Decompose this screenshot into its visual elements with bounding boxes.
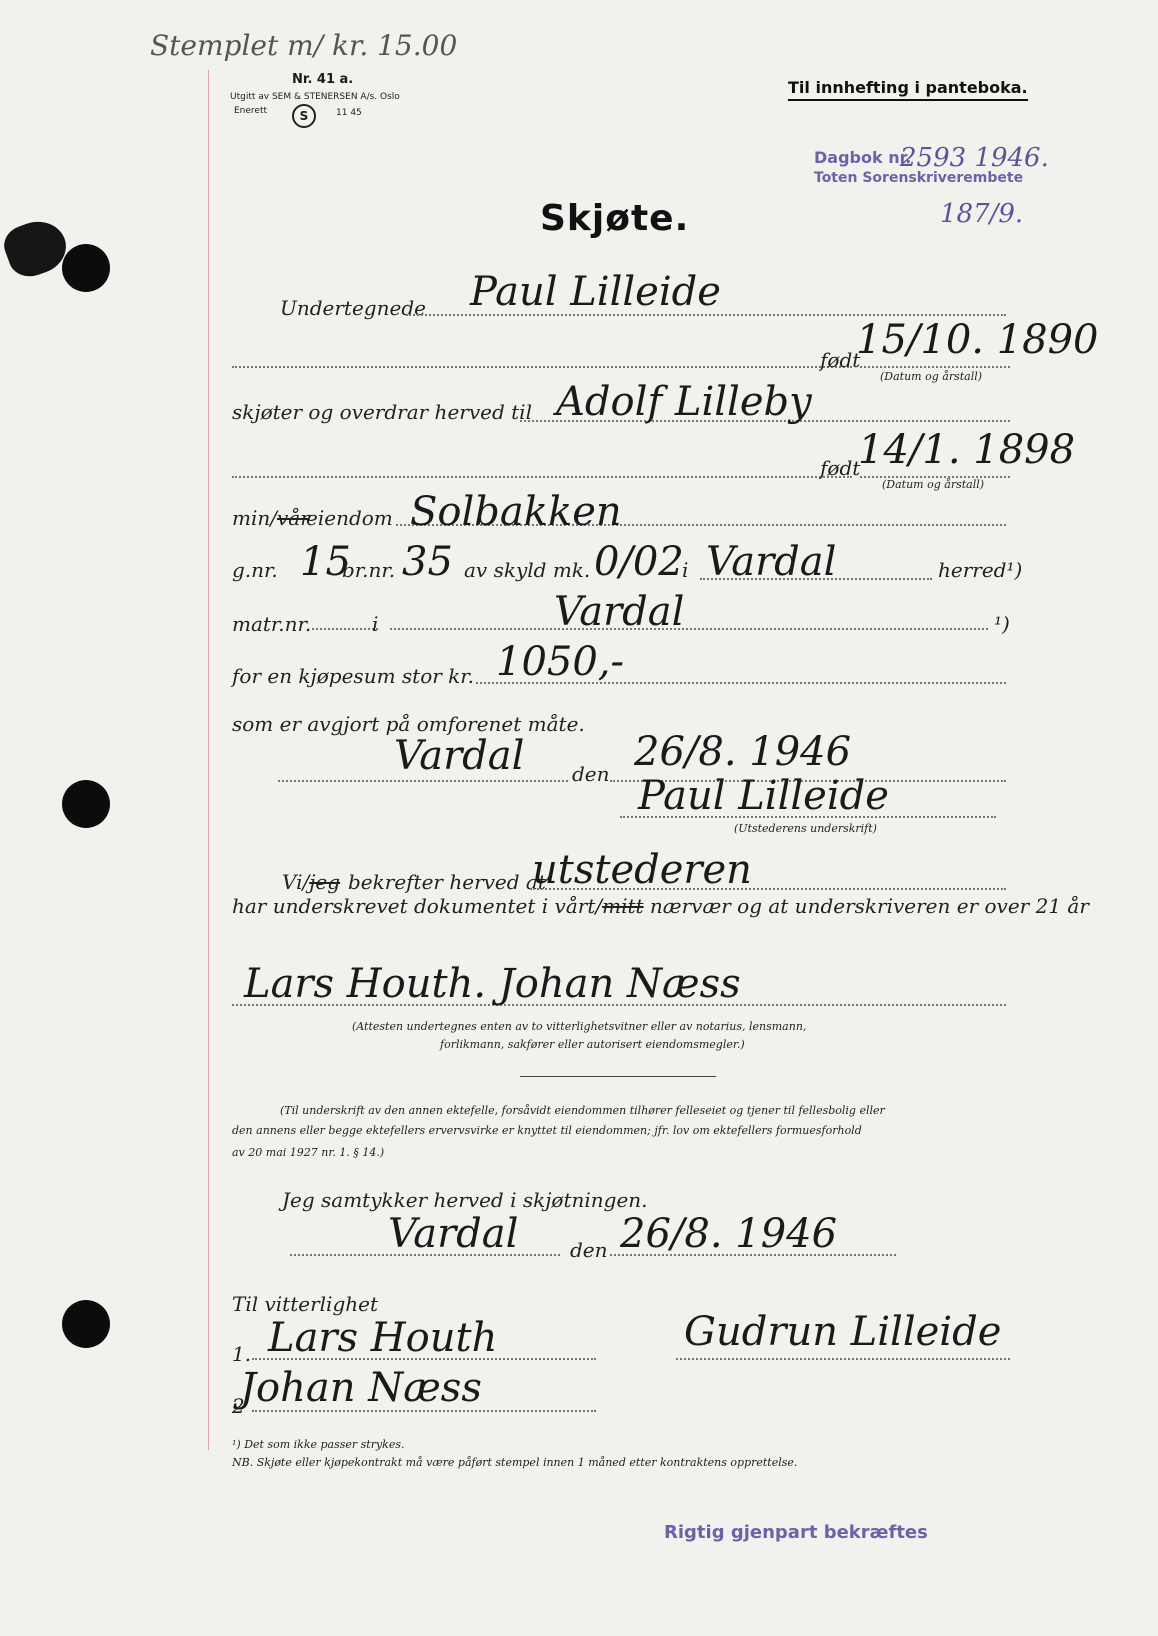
publisher-line: Utgitt av SEM & STENERSEN A/s. Oslo xyxy=(230,92,400,102)
punch-hole xyxy=(62,244,110,292)
fodt1-label: født xyxy=(820,348,861,372)
herred-line xyxy=(700,578,932,580)
herred-label: herred¹) xyxy=(938,558,1023,582)
diary-stamp-line1: Dagbok nr. xyxy=(814,148,912,167)
publisher-seal-icon: S xyxy=(292,104,316,128)
skjoter-value: Adolf Lilleby xyxy=(556,379,812,425)
matr-line xyxy=(312,628,378,630)
spouse-date-value: 26/8. 1946 xyxy=(620,1211,838,1257)
matr-place-line xyxy=(390,628,988,630)
header-note: Til innhefting i panteboka. xyxy=(788,78,1028,101)
matr-i-label: i xyxy=(372,612,379,636)
fodt2-value: 14/1. 1898 xyxy=(858,427,1076,473)
spouse-note-3: av 20 mai 1927 nr. 1. § 14.) xyxy=(232,1146,385,1159)
gnr-label: g.nr. xyxy=(232,558,278,582)
spouse-place-value: Vardal xyxy=(388,1211,519,1257)
skjoter-label: skjøter og overdrar herved til xyxy=(232,400,532,424)
date-value: 26/8. 1946 xyxy=(634,729,852,775)
attest-line2: har underskrevet dokumentet i vårt/mitt nærvær og at underskriveren er over 21 år xyxy=(232,894,1089,918)
punch-hole xyxy=(62,1300,110,1348)
fodt2-hint: (Datum og årstall) xyxy=(882,478,985,491)
brnr-label: br.nr. xyxy=(342,558,396,582)
bekrefter-label: bekrefter herved at xyxy=(348,870,546,894)
vitterlighet-label: Til vitterlighet xyxy=(232,1292,379,1316)
gnr-value: 15 xyxy=(300,539,351,585)
place-value: Vardal xyxy=(394,733,525,779)
diary-page: 187/9. xyxy=(940,199,1024,229)
fodt2-label: født xyxy=(820,456,861,480)
spouse-den-label: den xyxy=(570,1238,608,1262)
undertegnede-label: Undertegnede xyxy=(280,296,426,320)
bekrefter-value: utstederen xyxy=(532,847,752,893)
attest-witnesses: Lars Houth. Johan Næss xyxy=(244,961,741,1007)
separator xyxy=(520,1076,716,1077)
spouse-signature: Gudrun Lilleide xyxy=(684,1309,1002,1355)
kjopesum-label: for en kjøpesum stor kr. xyxy=(232,664,475,688)
herred-value: Vardal xyxy=(706,539,837,585)
spouse-signature-line xyxy=(676,1358,1010,1360)
form-number: Nr. 41 a. xyxy=(292,72,354,87)
fodt2-left-line xyxy=(232,476,852,478)
copy-certified-stamp: Rigtig gjenpart bekræftes xyxy=(664,1522,928,1543)
spouse-note-1: (Til underskrift av den annen ektefelle, forsåvidt eiendommen tilhører felleseiet og tjener til fellesbolig eller xyxy=(280,1104,885,1117)
avgjort-label: som er avgjort på omforenet måte. xyxy=(232,712,585,736)
den-label: den xyxy=(572,762,610,786)
brnr-value: 35 xyxy=(402,539,453,585)
issuer-signature: Paul Lilleide xyxy=(638,773,889,819)
undertegnede-value: Paul Lilleide xyxy=(470,269,721,315)
diary-stamp-line2: Toten Sorenskriverembete xyxy=(814,170,1024,186)
witness1-num: 1. xyxy=(232,1342,252,1366)
punch-hole xyxy=(62,780,110,828)
page-title: Skjøte. xyxy=(540,198,690,239)
matr-label: matr.nr. xyxy=(232,612,312,636)
skyld-label: av skyld mk. xyxy=(464,558,591,582)
footnote-2: NB. Skjøte eller kjøpekontrakt må være påført stempel innen 1 måned etter kontraktens opprettelse. xyxy=(232,1456,798,1469)
spouse-note-2: den annens eller begge ektefellers ervervsvirke er knyttet til eiendommen; jfr. lov om ektefellers formuesforhold xyxy=(232,1124,862,1137)
diary-number: 2593 1946. xyxy=(900,143,1049,173)
print-code: 11 45 xyxy=(336,108,362,118)
fodt1-hint: (Datum og årstall) xyxy=(880,370,983,383)
signature-hint: (Utstederens underskrift) xyxy=(734,822,877,835)
matr-suffix: ¹) xyxy=(994,612,1010,636)
stamp-fee-note: Stemplet m/ kr. 15.00 xyxy=(150,29,458,62)
fodt1-left-line xyxy=(232,366,852,368)
margin-line xyxy=(208,70,209,1450)
i-label: i xyxy=(682,558,689,582)
attest-note-1: (Attesten undertegnes enten av to vitterlighetsvitner eller av notarius, lensmann, xyxy=(352,1020,807,1033)
attest-note-2: forlikmann, sakfører eller autorisert eiendomsmegler.) xyxy=(440,1038,745,1051)
footnote-1: ¹) Det som ikke passer strykes. xyxy=(232,1438,405,1451)
kjopesum-value: 1050,- xyxy=(496,639,625,685)
fodt1-value: 15/10. 1890 xyxy=(856,317,1099,363)
place-line xyxy=(278,780,568,782)
witness2-signature: Johan Næss xyxy=(240,1365,482,1411)
matr-value: Vardal xyxy=(554,589,685,635)
vi-prefix: Vi/jeg xyxy=(282,870,341,894)
eiendom-label: eiendom xyxy=(306,506,393,530)
samtykker-label: Jeg samtykker herved i skjøtningen. xyxy=(282,1188,648,1212)
eiendom-value: Solbakken xyxy=(410,489,622,535)
witness1-signature: Lars Houth xyxy=(268,1315,498,1361)
eiendom-prefix: min/vår xyxy=(232,506,310,530)
rights-line: Enerett xyxy=(234,106,268,116)
skyld-value: 0/02 xyxy=(594,539,684,585)
fodt1-line xyxy=(860,366,1010,368)
witness2-num: 2 xyxy=(232,1394,245,1418)
